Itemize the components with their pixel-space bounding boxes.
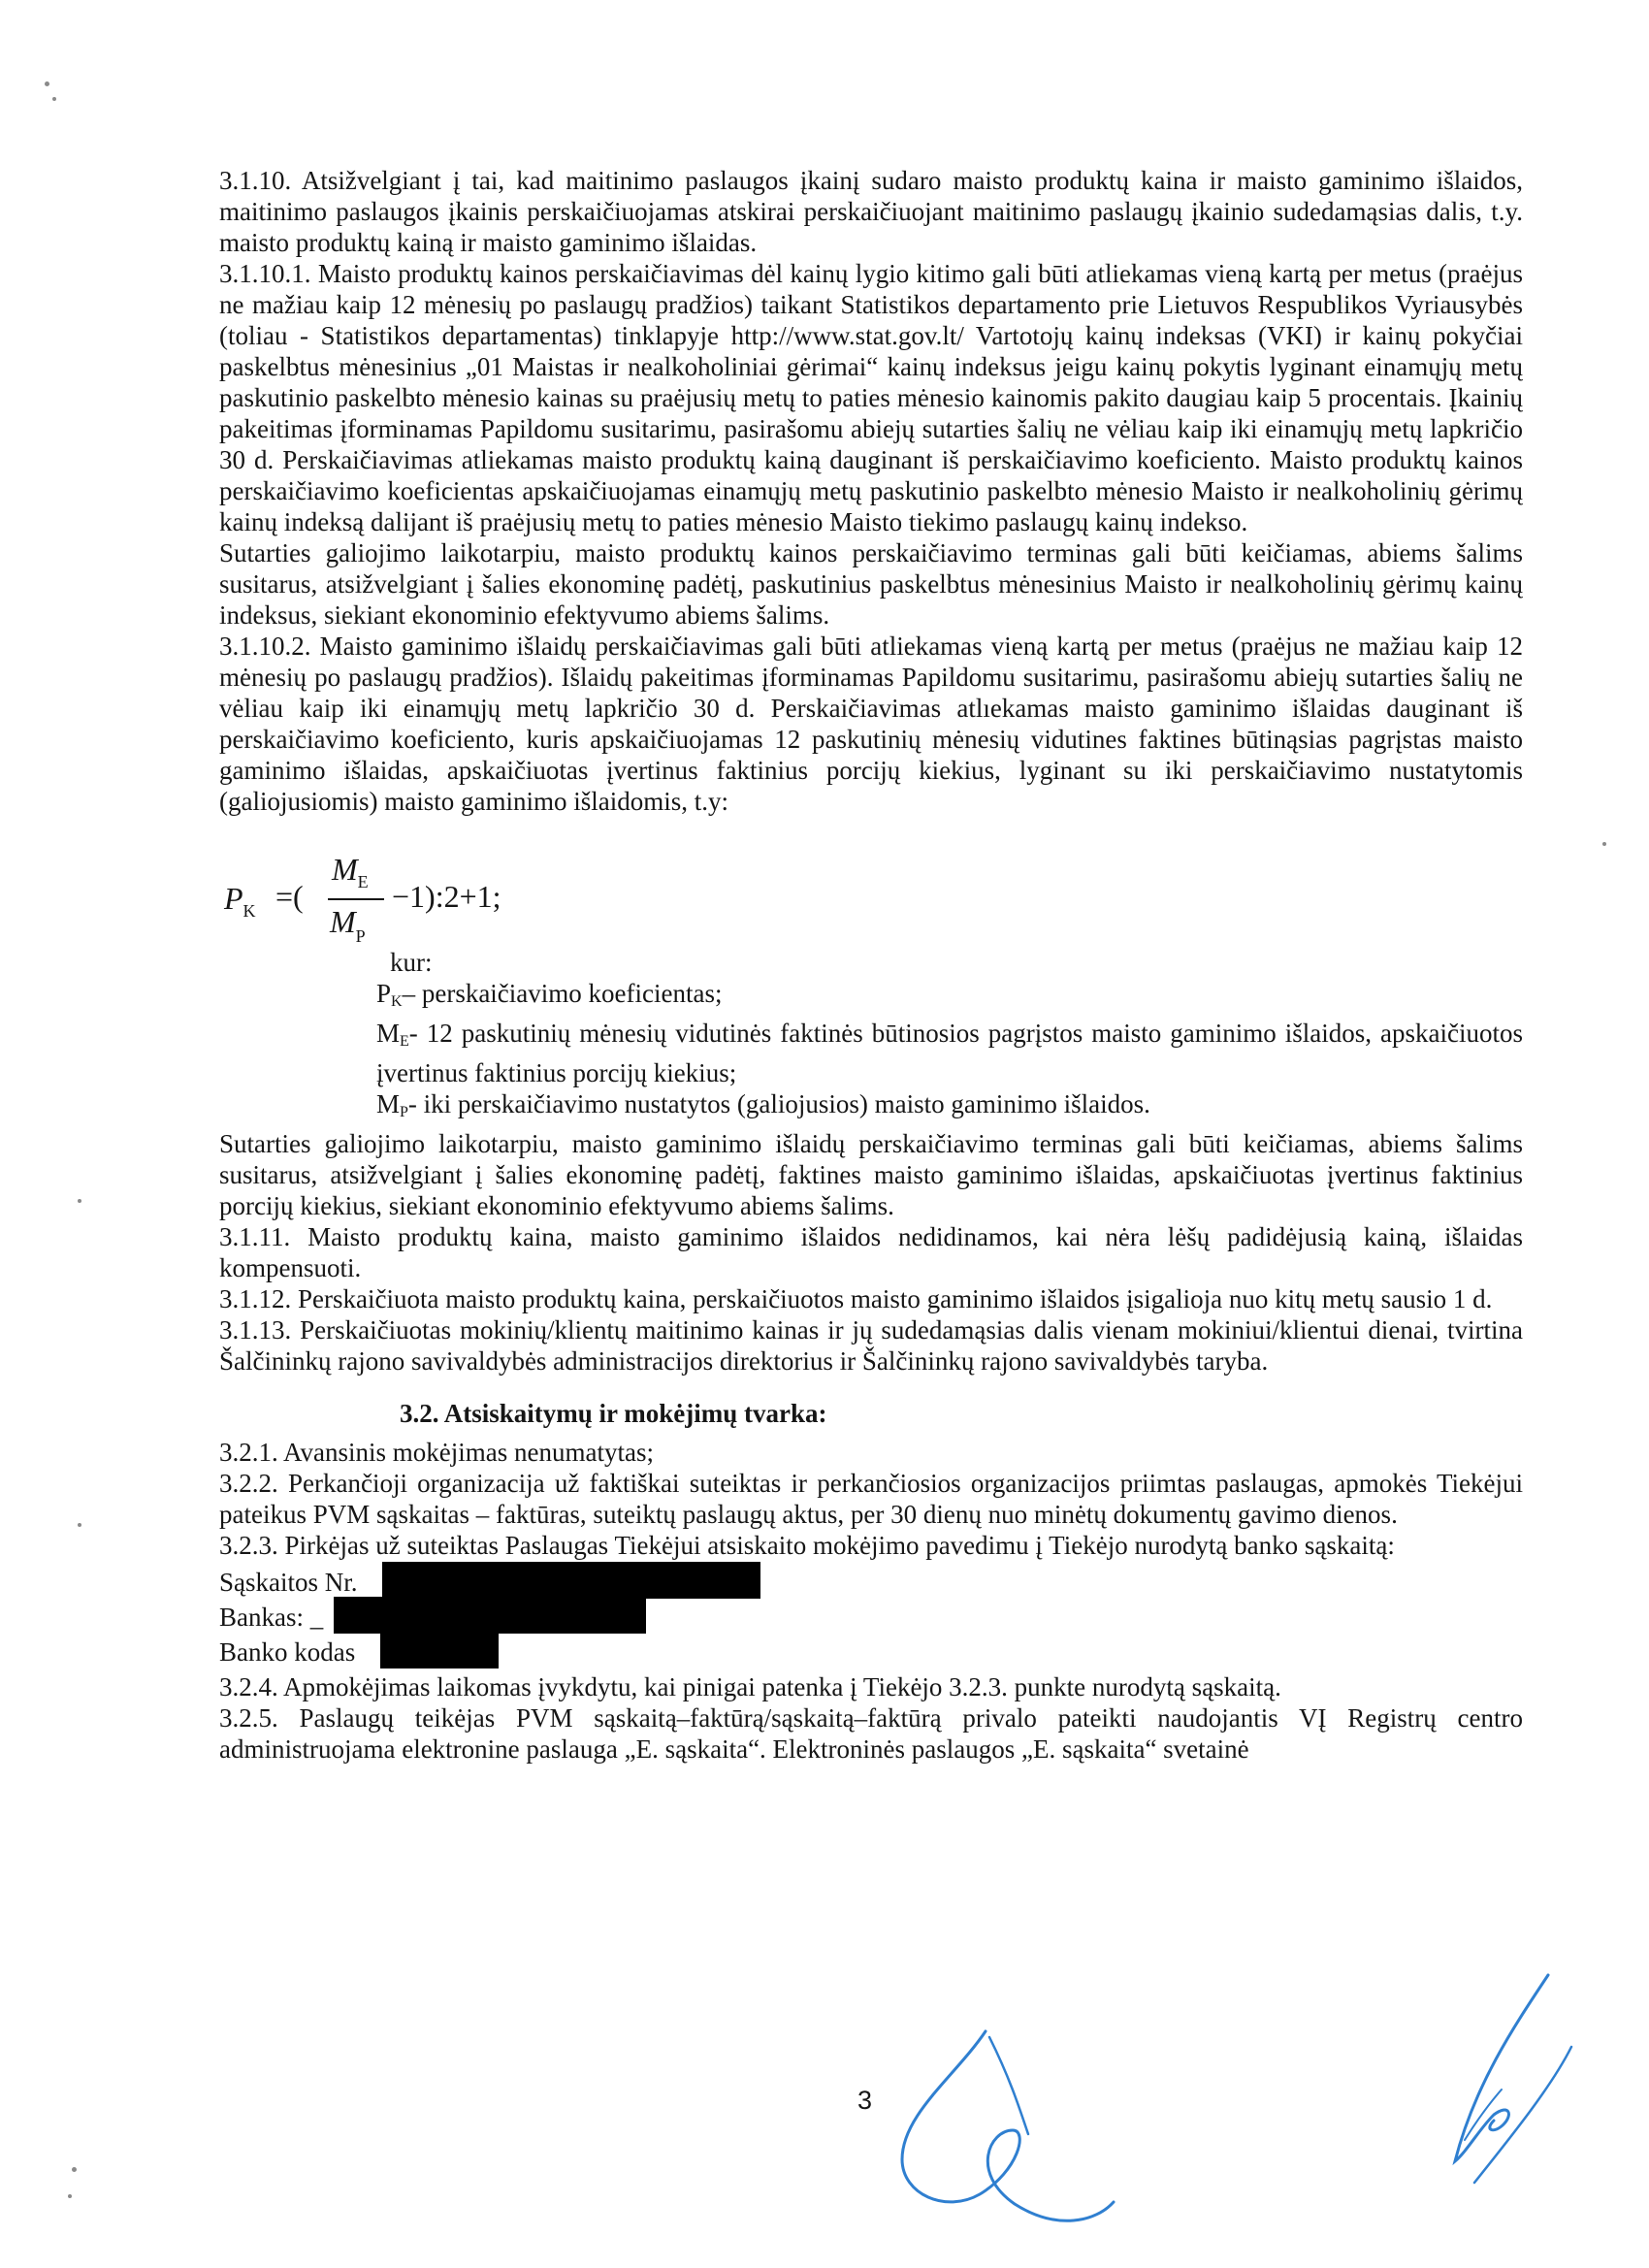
signature-2-icon [1474, 2047, 1571, 2183]
legend-me: $M_E-$ 12 paskutinių mėnesių vidutinės faktinės būtinosios pagrįstos maisto gaminimo išlaidos, apskaičiuotos įvertinus faktinius porcijų kiekius; [376, 1019, 1523, 1087]
signature-1-icon [902, 2031, 1114, 2220]
formula-numerator: $M_E$ [332, 852, 369, 891]
signature-1-icon [989, 2037, 1028, 2134]
bank-code-label: Banko kodas [219, 1637, 356, 1667]
section-heading: 3.2. Atsiskaitymų ir mokėjimų tvarka: [400, 1399, 827, 1428]
paragraph-cooking-term: Sutarties galiojimo laikotarpiu, maisto gaminimo išlaidų perskaičiavimo terminas gali būti keičiamas, abiems šalims susitarus, atsižvelgiant į šalies ekonominę padėtį, faktines maisto gaminimo išlaidas, apskaičiuotas įvertinus faktinius porcijų kiekius, siekiant ekonominio efektyvumo abiems šalims. [219, 1129, 1523, 1220]
clause-3-2-1: 3.2.1. Avansinis mokėjimas nenumatytas; [219, 1438, 654, 1467]
clause-3-1-11: 3.1.11. Maisto produktų kaina, maisto gaminimo išlaidos nedidinamos, kai nėra lėšų padidėjusią kainą, išlaidas kompensuoti. [219, 1222, 1523, 1282]
formula-tail: −1):2+1; [392, 879, 501, 914]
clause-3-2-3: 3.2.3. Pirkėjas už suteiktas Paslaugas Tiekėjui atsiskaito mokėjimo pavedimu į Tiekėjo nurodytą banko sąskaitą: [219, 1531, 1395, 1560]
page-number: 3 [857, 2086, 873, 2115]
clause-3-2-2: 3.2.2. Perkančioji organizacija už faktiškai suteiktas ir perkančiosios organizacijos priimtas paslaugas, apmokės Tiekėjui pateikus PVM sąskaitas – faktūras, suteiktų paslaugų aktus, per 30 dienų nuo minėtų dokumentų gavimo dienos. [219, 1469, 1523, 1529]
bank-label: Bankas: _ [219, 1603, 324, 1632]
formula-p: $P_K$ [224, 881, 256, 921]
kur-label: kur: [390, 948, 433, 977]
clause-3-2-5: 3.2.5. Paslaugų teikėjas PVM sąskaitą–faktūrą/sąskaitą–faktūrą privalo pateikti naudojantis VĮ Registrų centro administruojama elektronine paslauga „E. sąskaita“. Elektroninės paslaugos „E. sąskaita“ svetainė [219, 1703, 1523, 1764]
clause-3-1-10-2: 3.1.10.2. Maisto gaminimo išlaidų perskaičiavimas gali būti atliekamas vieną kartą per metus (praėjus ne mažiau kaip 12 mėnesių po paslaugų pradžios). Išlaidų pakeitimas įforminamas Papildomu susitarimu, pasirašomu abiejų sutarties šalių ne vėliau kaip iki einamųjų metų lapkričio 30 d. Perskaičiavimas atlıekamas maisto gaminimo išlaidas dauginant iš perskaičiavimo koeficiento, kuris apskaičiuojamas 12 paskutinių mėnesių vidutines faktines būtinąsias pagrįstas maisto gaminimo išlaidas, apskaičiuotas įvertinus faktinius porcijų kiekius, lyginant su iki perskaičiavimo nustatytomis (galiojusiomis) maisto gaminimo išlaidomis, t.y: [219, 632, 1523, 816]
paragraph-food-price-term: Sutarties galiojimo laikotarpiu, maisto produktų kainos perskaičiavimo terminas gali būti keičiamas, abiems šalims susitarus, atsižvelgiant į šalies ekonominę padėtį, paskutinius paskelbtus mėnesinius Maisto ir nealkoholinių gėrimų kainų indeksus, siekiant ekonominio efektyvumo abiems šalims. [219, 538, 1523, 630]
formula-eq: =( [275, 879, 304, 914]
legend-mp: $M_P-$ iki perskaičiavimo nustatytos (galiojusios) maisto gaminimo išlaidos. [376, 1089, 1150, 1120]
clause-3-2-4: 3.2.4. Apmokėjimas laikomas įvykdytu, kai pinigai patenka į Tiekėjo 3.2.3. punkte nurodytą sąskaitą. [219, 1672, 1281, 1701]
clause-3-1-10: 3.1.10. Atsižvelgiant į tai, kad maitinimo paslaugos įkainį sudaro maisto produktų kaina ir maisto gaminimo išlaidos, maitinimo paslaugos įkainis perskaičiuojamas atskirai perskaičiuojant maitinimo paslaugų įkainio sudedamąsias dalis, t.y. maisto produktų kainą ir maisto gaminimo išlaidas. [219, 166, 1523, 257]
account-label: Sąskaitos Nr. [219, 1568, 358, 1597]
legend-pk: $P_K-$ perskaičiavimo koeficientas; [376, 979, 723, 1010]
clause-3-1-13: 3.1.13. Perskaičiuotas mokinių/klientų maitinimo kainas ir jų sudedamąsias dalis vienam mokiniui/klientui dienai, tvirtina Šalčininkų rajono savivaldybės administracijos direktorius ir Šalčininkų rajono savivaldybės taryba. [219, 1315, 1523, 1376]
clause-3-1-10-1: 3.1.10.1. Maisto produktų kainos perskaičiavimas dėl kainų lygio kitimo gali būti atliekamas vieną kartą per metus (praėjus ne mažiau kaip 12 mėnesių po paslaugų pradžios) taikant Statistikos departamento prie Lietuvos Respublikos Vyriausybės (toliau - Statistikos departamentas) tinklapyje http://www.stat.gov.lt/ Vartotojų kainų indeksas (VKI) ir kainų pokyčiai paskelbtus mėnesinius „01 Maistas ir nealkoholiniai gėrimai“ kainų indeksus jeigu kainų pokytis lyginant einamųjų metų paskutinio paskelbto mėnesio kainas su praėjusių metų to paties mėnesio kainomis pakito daugiau kaip 5 procentais. Įkainių pakeitimas įforminamas Papildomu susitarimu, pasirašomu abiejų sutarties šalių ne vėliau kaip iki einamųjų metų lapkričio 30 d. Perskaičiavimas atliekamas maisto produktų kainą dauginant iš perskaičiavimo koeficiento. Maisto produktų kainos perskaičiavimo koeficientas apskaičiuojamas einamųjų metų paskutinio paskelbto mėnesio Maisto ir nealkoholinių gėrimų kainų indeksą dalijant iš praėjusių metų to paties mėnesio Maisto tiekimo paslaugų kainų indekso. [219, 259, 1523, 536]
formula-denominator: $M_P$ [330, 904, 366, 946]
clause-3-1-12: 3.1.12. Perskaičiuota maisto produktų kaina, perskaičiuotos maisto gaminimo išlaidos įsigalioja nuo kitų metų sausio 1 d. [219, 1284, 1493, 1313]
